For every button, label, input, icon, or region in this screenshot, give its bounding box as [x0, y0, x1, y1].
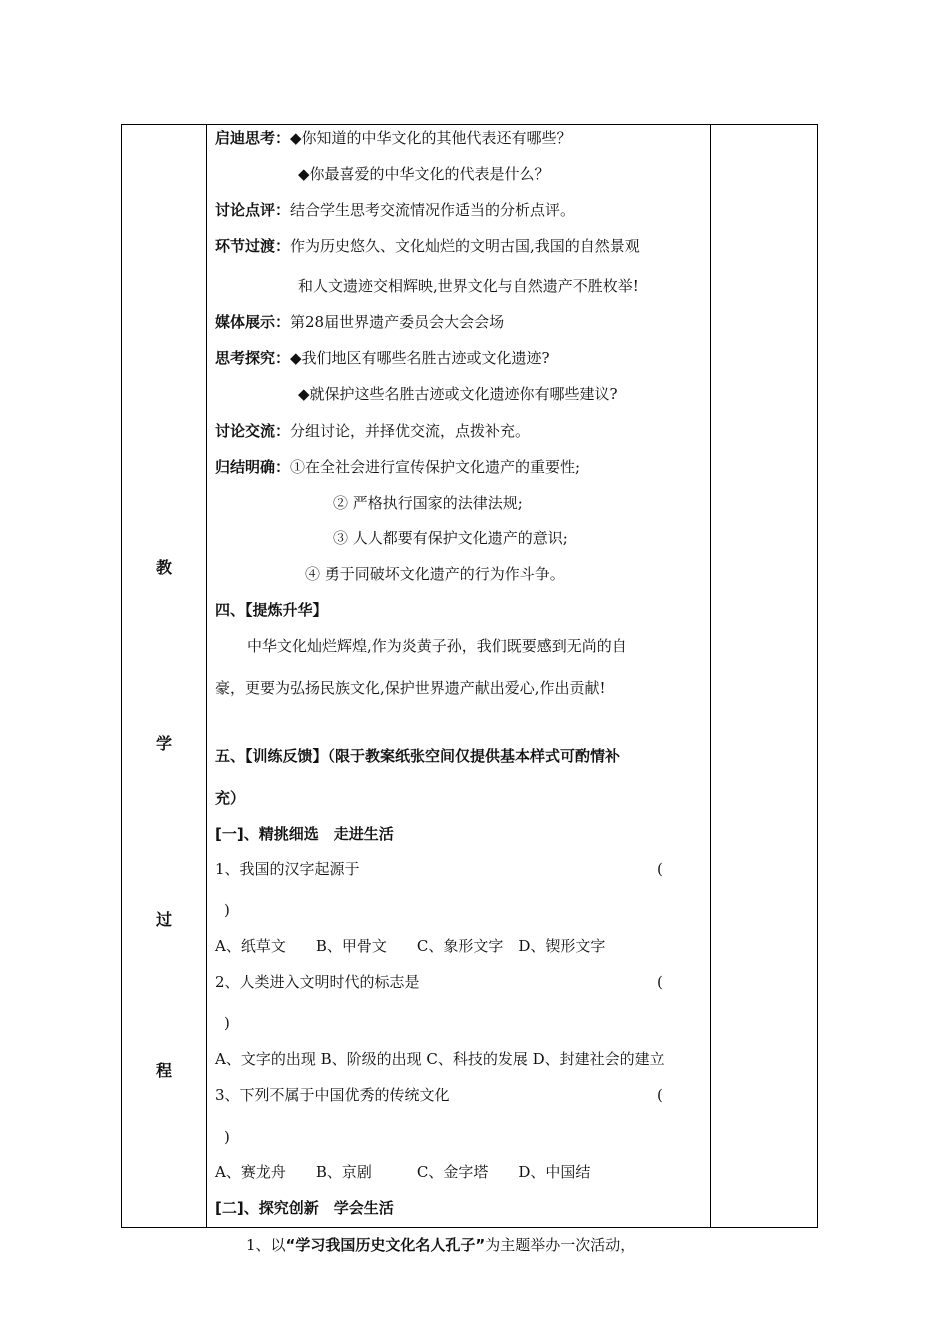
- content-line: ◆你最喜爱的中华文化的代表是什么？: [298, 165, 550, 183]
- question-2-options: A、文字的出现 B、阶级的出现 C、科技的发展 D、封建社会的建立: [215, 1050, 665, 1068]
- column-divider-right: [710, 125, 711, 1227]
- answer-paren-close: ): [224, 1128, 230, 1146]
- column-divider-left: [206, 125, 207, 1227]
- content-line: 环节过渡：作为历史悠久、文化灿烂的文明古国,我国的自然景观: [215, 237, 640, 255]
- answer-paren-open: (: [657, 1086, 663, 1104]
- side-label-char-4: 程: [155, 1061, 172, 1080]
- content-line: 归结明确：①在全社会进行宣传保护文化遗产的重要性;: [215, 458, 581, 476]
- side-label-char-1: 教: [155, 558, 172, 577]
- content-line: 和人文遗迹交相辉映,世界文化与自然遗产不胜枚举!: [298, 277, 639, 295]
- side-label-char-2: 学: [155, 734, 172, 753]
- content-line: 讨论交流：分组讨论，并择优交流，点拨补充。: [215, 422, 531, 440]
- content-line: 讨论点评：结合学生思考交流情况作适当的分析点评。: [215, 201, 576, 219]
- question-2: 2、人类进入文明时代的标志是: [215, 973, 420, 991]
- content-line: 豪，更要为弘扬民族文化,保护世界遗产献出爱心,作出贡献!: [215, 679, 606, 697]
- content-line: 启迪思考：◆你知道的中华文化的其他代表还有哪些？: [215, 129, 572, 147]
- content-line: ◆就保护这些名胜古迹或文化遗迹你有哪些建议?: [298, 385, 618, 403]
- question-1: 1、我国的汉字起源于: [215, 860, 360, 878]
- content-line: ③ 人人都要有保护文化遗产的意识;: [333, 529, 568, 547]
- side-label-char-3: 过: [155, 910, 172, 929]
- content-line: ④ 勇于同破坏文化遗产的行为作斗争。: [305, 565, 565, 583]
- section-heading: 五、【训练反馈】（限于教案纸张空间仅提供基本样式可酌情补: [215, 747, 621, 765]
- answer-paren-close: ): [224, 1014, 230, 1032]
- content-line: ② 严格执行国家的法律法规;: [333, 494, 523, 512]
- answer-paren-open: (: [657, 860, 663, 878]
- content-line: 中华文化灿烂辉煌,作为炎黄子孙，我们既要感到无尚的自: [247, 637, 627, 655]
- answer-paren-open: (: [657, 973, 663, 991]
- section-heading: 四、【提炼升华】: [215, 601, 328, 619]
- answer-paren-close: ): [224, 901, 230, 919]
- question-3: 3、下列不属于中国优秀的传统文化: [215, 1086, 450, 1104]
- section-heading-cont: 充）: [215, 789, 246, 807]
- content-line: 思考探究：◆我们地区有哪些名胜古迹或文化遗迹?: [215, 349, 550, 367]
- subsection-heading: [一]、精挑细选 走进生活: [215, 825, 394, 843]
- content-line: 媒体展示：第28届世界遗产委员会大会会场: [215, 313, 505, 331]
- question-3-options: A、赛龙舟 B、京剧 C、金字塔 D、中国结: [215, 1163, 591, 1181]
- footer-text-line: 1、以“学习我国历史文化名人孔子”为主题举办一次活动，: [246, 1236, 636, 1254]
- question-1-options: A、纸草文 B、甲骨文 C、象形文字 D、锲形文字: [215, 937, 606, 955]
- subsection-heading: [二]、探究创新 学会生活: [215, 1199, 394, 1217]
